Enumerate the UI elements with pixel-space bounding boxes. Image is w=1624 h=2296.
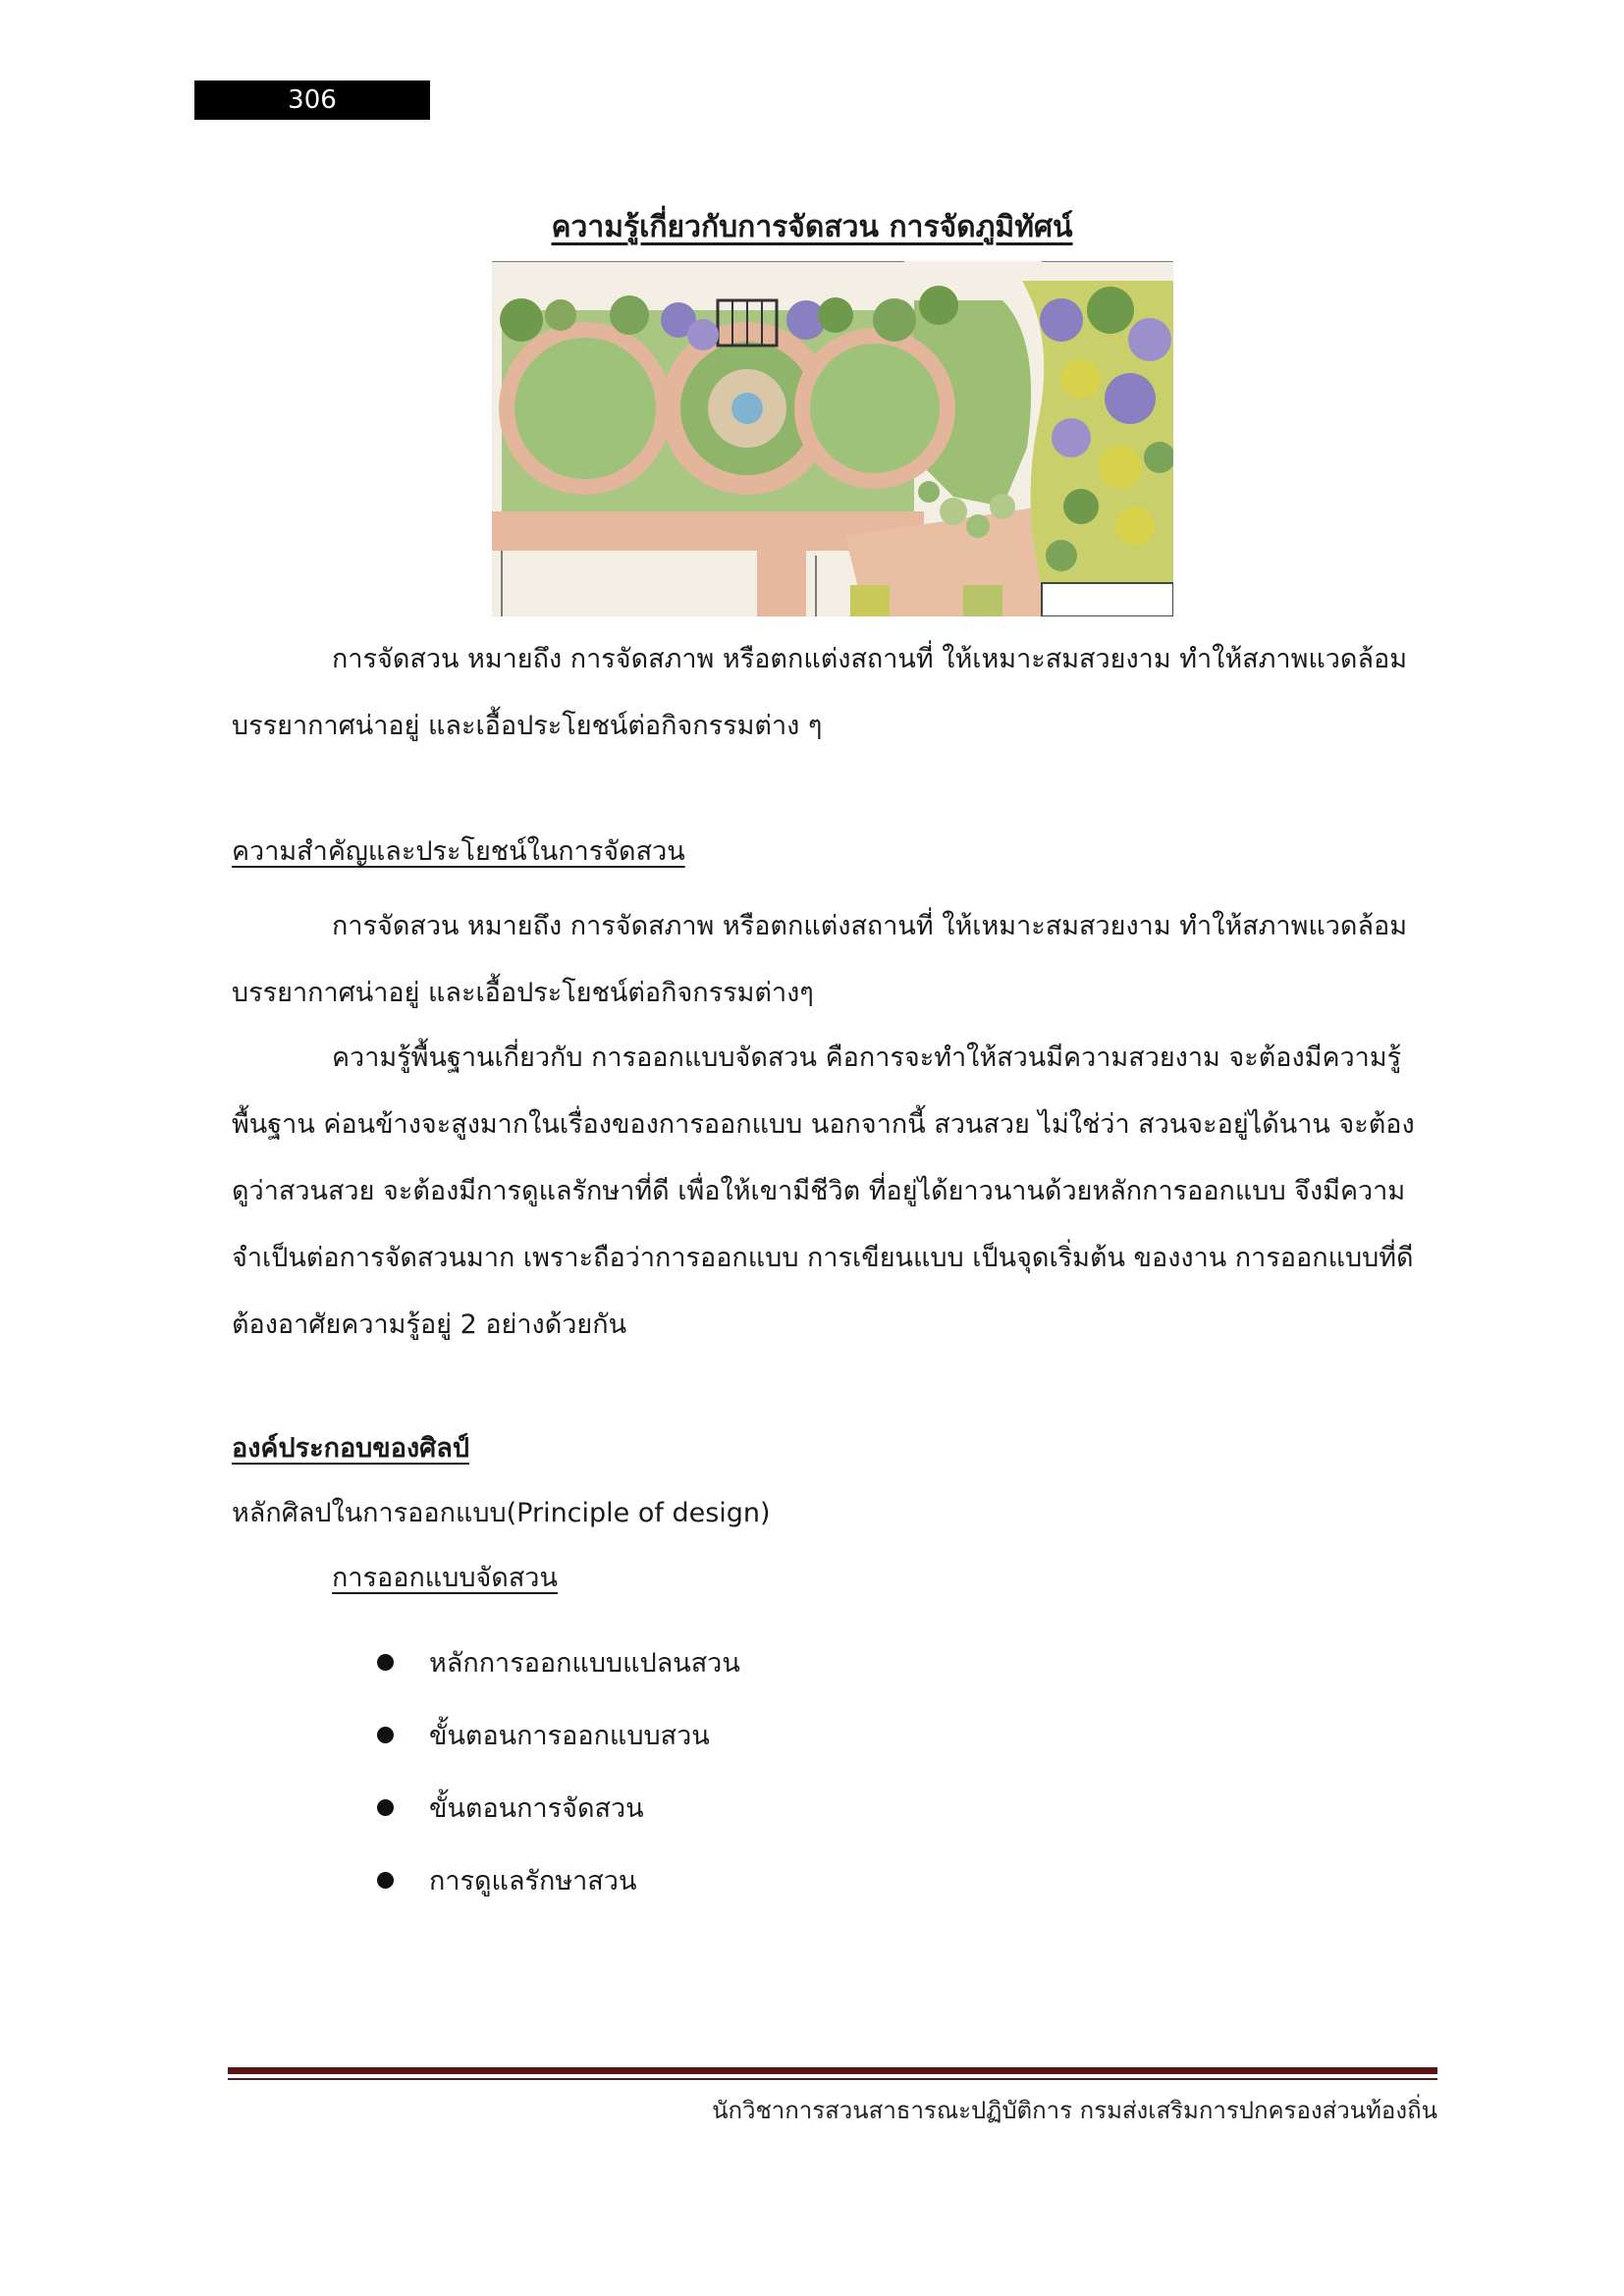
- bullet-icon: [377, 1727, 394, 1743]
- list-item: [377, 1626, 740, 1698]
- plan-building: [1042, 583, 1173, 616]
- importance-paragraph-2: ความรู้พื้นฐานเกี่ยวกับ การออกแบบจัดสวน คือการจะทำให้สวนมีความสวยงาม จะต้องมีความรู้พื้นฐาน ค่อนข้างจะสูงมากในเรื่องของการออกแบบ นอกจากนี้ สวนสวย ไม่ใช่ว่า สวนจะอยู่ได้นาน จะต้องดูว่าสวนสวย จะต้องมีการดูแลรักษาที่ดี เพื่อให้เขามีชีวิต ที่อยู่ได้ยาวนานด้วยหลักการออกแบบ จึงมีความจำเป็นต่อการจัดสวนมาก เพราะถือว่าการออกแบบ การเขียนแบบ เป็นจุดเริ่มต้น ของงาน การออกแบบที่ดีต้องอาศัยความรู้อยู่ 2 อย่างด้วยกัน: [232, 1042, 1415, 1340]
- plan-circle-left: [514, 338, 656, 479]
- list-item-text: การดูแลรักษาสวน: [429, 1865, 637, 1896]
- list-item: [377, 1771, 740, 1843]
- garden-plan-illustration: [492, 261, 1173, 616]
- garden-design-subheading: การออกแบบจัดสวน: [332, 1563, 558, 1593]
- bullet-icon: [377, 1872, 394, 1889]
- plan-fountain: [731, 393, 763, 424]
- plan-path-stairs: [757, 551, 806, 616]
- section-importance-heading: ความสำคัญและประโยชน์ในการจัดสวน: [232, 836, 685, 867]
- list-item-text: หลักการออกแบบแปลนสวน: [429, 1647, 740, 1679]
- list-item: [377, 1698, 740, 1771]
- plan-flowerbed: [850, 585, 890, 616]
- list-item-text: ขั้นตอนการจัดสวน: [429, 1792, 644, 1824]
- section-art-heading: องค์ประกอบของศิลป์: [232, 1433, 469, 1464]
- bullet-icon: [377, 1799, 394, 1816]
- garden-design-list: [377, 1626, 740, 1916]
- plan-flowerbed-2: [963, 585, 1002, 616]
- plan-circle-right: [810, 344, 940, 473]
- page-title: ความรู้เกี่ยวกับการจัดสวน การจัดภูมิทัศน์: [551, 210, 1073, 244]
- list-item-text: ขั้นตอนการออกแบบสวน: [429, 1720, 710, 1751]
- footer-text: นักวิชาการสวนสาธารณะปฏิบัติการ กรมส่งเสริมการปกครองส่วนท้องถิ่น: [712, 2097, 1437, 2124]
- footer-rule: [228, 2067, 1437, 2074]
- page-number: 306: [194, 80, 430, 120]
- principle-of-design-line: หลักศิลปในการออกแบบ(Principle of design): [232, 1498, 771, 1528]
- list-item: [377, 1843, 740, 1916]
- importance-paragraph-1: การจัดสวน หมายถึง การจัดสภาพ หรือตกแต่งสถานที่ ให้เหมาะสมสวยงาม ทำให้สภาพแวดล้อม บรรยากาศน่าอยู่ และเอื้อประโยชน์ต่อกิจกรรมต่างๆ: [232, 911, 1408, 1008]
- bullet-icon: [377, 1654, 394, 1671]
- footer-rule-thin: [228, 2078, 1437, 2080]
- intro-paragraph: การจัดสวน หมายถึง การจัดสภาพ หรือตกแต่งสถานที่ ให้เหมาะสมสวยงาม ทำให้สภาพแวดล้อม บรรยากาศน่าอยู่ และเอื้อประโยชน์ต่อกิจกรรมต่าง ๆ: [232, 644, 1408, 741]
